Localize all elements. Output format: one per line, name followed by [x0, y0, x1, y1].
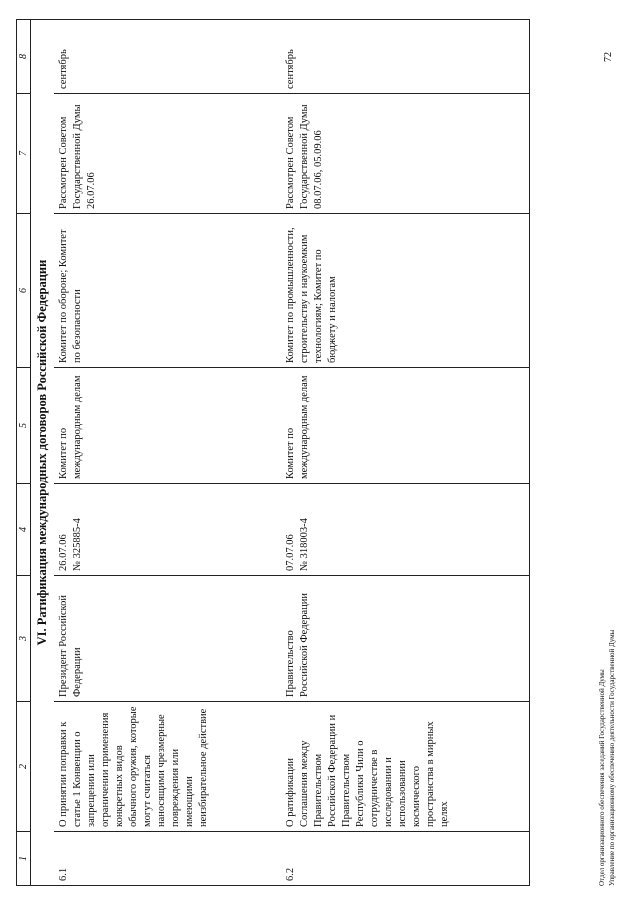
table-row — [281, 20, 529, 886]
row-number: 6.2 — [281, 832, 529, 886]
column-number: 1 — [17, 832, 31, 886]
planned-month: сентябрь — [54, 20, 281, 94]
section-title: VI. Ратификация международных договоров Российской Федерации — [31, 20, 55, 886]
bill-title: О ратификации Соглашения между Правительством Российской Федерации и Правительством Республики Чили о сотрудничестве в исследовании и использовании космического пространства в мирных целях — [281, 702, 529, 832]
column-number: 6 — [17, 214, 31, 368]
bill-status: Рассмотрен Советом Государственной Думы 26.07.06 — [54, 94, 281, 214]
planned-month: сентябрь — [281, 20, 529, 94]
column-number: 7 — [17, 94, 31, 214]
bill-number: № 325885-4 — [71, 518, 83, 571]
bill-initiator: Правительство Российской Федерации — [281, 576, 529, 702]
footer-directorate: Управление по организационному обеспечению деятельности Государственной Думы — [608, 629, 616, 886]
co-committees: Комитет по обороне; Комитет по безопасности — [54, 214, 281, 368]
bill-status: Рассмотрен Советом Государственной Думы 08.07.06, 05.09.06 — [281, 94, 529, 214]
page-number: 72 — [603, 52, 614, 62]
bill-registration — [281, 484, 529, 576]
bills-table — [16, 19, 530, 886]
bill-title: О принятии поправки к статье 1 Конвенции о запрещении или ограничении применения конкретных видов обычного оружия, которые могут считаться наносящими чрезмерные повреждения или имеющими неизбирательное действие — [54, 702, 281, 832]
co-committees: Комитет по промышленности, строительству и наукоемким технологиям; Комитет по бюджету и налогам — [281, 214, 529, 368]
bill-registration — [54, 484, 281, 576]
column-number: 4 — [17, 484, 31, 576]
footer-department: Отдел организационного обеспечения заседаний Государственной Думы — [598, 669, 606, 886]
column-number: 8 — [17, 20, 31, 94]
table-row — [54, 20, 281, 886]
responsible-committee: Комитет по международным делам — [54, 368, 281, 484]
bill-number: № 318003-4 — [299, 518, 311, 571]
responsible-committee: Комитет по международным делам — [281, 368, 529, 484]
bill-date: 26.07.06 — [58, 534, 69, 571]
column-number-row — [17, 20, 31, 886]
column-number: 5 — [17, 368, 31, 484]
bill-date: 07.07.06 — [285, 534, 297, 571]
row-number: 6.1 — [54, 832, 281, 886]
section-header-row — [31, 20, 55, 886]
bill-initiator: Президент Российской Федерации — [54, 576, 281, 702]
column-number: 3 — [17, 576, 31, 702]
column-number: 2 — [17, 702, 31, 832]
